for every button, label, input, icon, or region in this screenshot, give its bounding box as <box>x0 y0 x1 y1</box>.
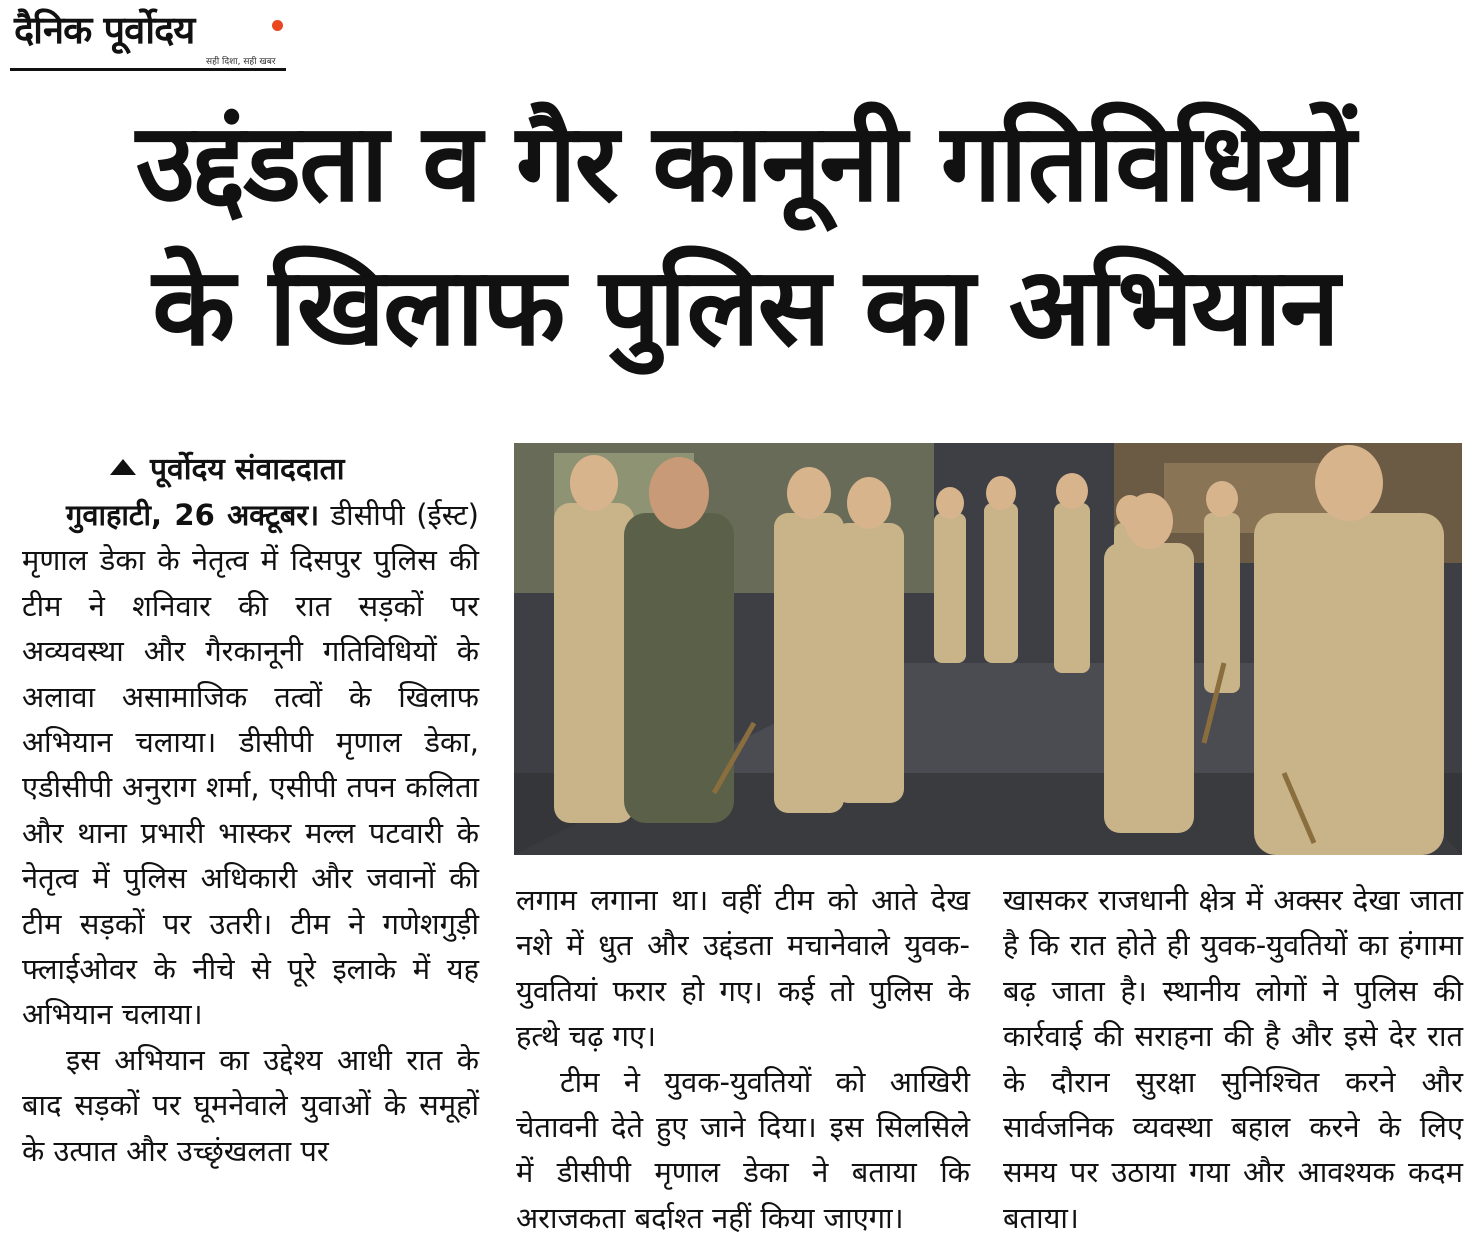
headline-line-1: उद्दंडता व गैर कानूनी गतिविधियों <box>135 101 1355 226</box>
masthead <box>10 6 286 72</box>
headline <box>30 92 1460 380</box>
masthead-rule <box>10 68 286 71</box>
paragraph-text: डीसीपी (ईस्ट) मृणाल डेका के नेतृत्व में दिसपुर पुलिस की टीम ने शनिवार की रात सड़कों पर अव्यवस्था और गैरकानूनी गतिविधियों के अलावा असामाजिक तत्वों के खिलाफ अभियान चलाया। डीसीपी मृणाल डेका, एडीसीपी अनुराग शर्मा, एसीपी तपन कलिता और थाना प्रभारी भास्कर मल्ल पटवारी के नेतृत्व में पुलिस अधिकारी और जवानों की टीम सड़कों पर उतरी। टीम ने गणेशगुड़ी फ्लाईओवर के नीचे से पूरे इलाके में यह अभियान चलाया। <box>22 498 479 1032</box>
logo-tagline: सही दिशा, सही खबर <box>206 57 276 67</box>
police-march-photo <box>514 443 1462 855</box>
article-column-2 <box>516 878 970 1241</box>
article-paragraph: खासकर राजधानी क्षेत्र में अक्सर देखा जाता है कि रात होते ही युवक-युवतियों का हंगामा बढ़ जाता है। स्थानीय लोगों ने पुलिस की कार्रवाई की सराहना की है और इसे देर रात के दौरान सुरक्षा सुनिश्चित करने और सार्वजनिक व्यवस्था बहाल करने के लिए समय पर उठाया गया और आवश्यक कदम बताया। <box>1003 883 1463 1235</box>
article-paragraph <box>22 493 479 1038</box>
triangle-marker-icon <box>110 459 136 475</box>
article-paragraph: इस अभियान का उद्देश्य आधी रात के बाद सड़कों पर घूमनेवाले युवाओं के समूहों के उत्पात और उच्छृंखलता पर <box>22 1042 479 1168</box>
byline <box>110 450 490 490</box>
news-photo <box>514 443 1462 855</box>
article-paragraph: लगाम लगाना था। वहीं टीम को आते देख नशे में धुत और उद्दंडता मचानेवाले युवक-युवतियां फरार हो गए। कई तो पुलिस के हत्थे चढ़ गए। <box>516 883 970 1054</box>
article-column-1 <box>22 493 479 1174</box>
newspaper-logo: दैनिक पूर्वोदय <box>14 8 195 52</box>
byline-text: पूर्वोदय संवाददाता <box>150 452 345 487</box>
logo-dot-icon <box>272 20 283 31</box>
article-paragraph: टीम ने युवक-युवतियों को आखिरी चेतावनी देते हुए जाने दिया। इस सिलसिले में डीसीपी मृणाल डेका ने बताया कि अराजकता बर्दाश्त नहीं किया जाएगा। <box>516 1064 970 1235</box>
article-column-3 <box>1003 878 1463 1241</box>
headline-line-2: के खिलाफ पुलिस का अभियान <box>152 245 1338 370</box>
dateline: गुवाहाटी, 26 अक्टूबर। <box>66 498 320 532</box>
